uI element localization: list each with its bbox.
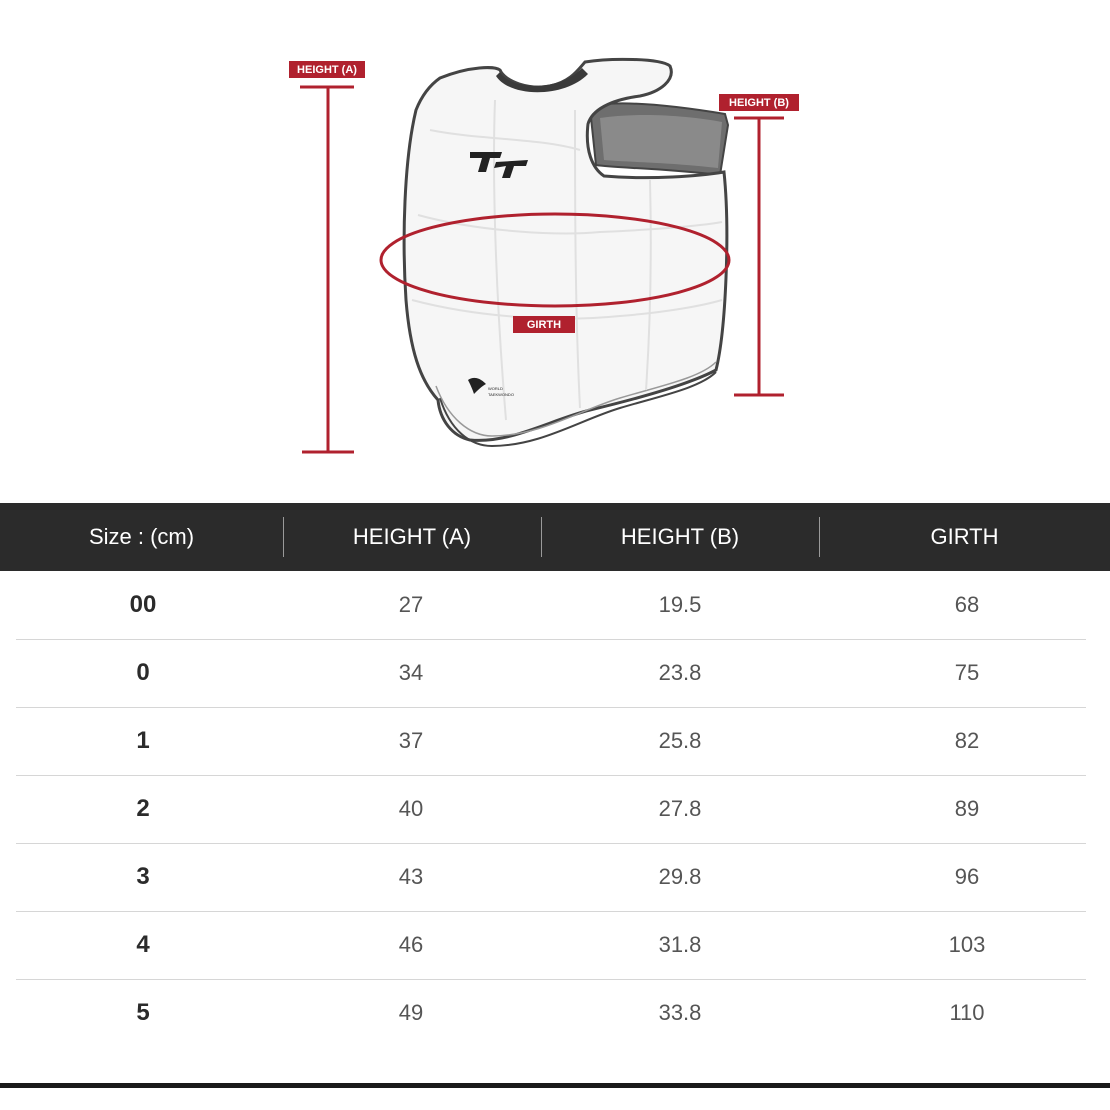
height-a-cell: 46 xyxy=(398,932,424,957)
header-girth: GIRTH xyxy=(819,503,1110,571)
height-b-label: HEIGHT (B) xyxy=(729,97,789,109)
height-b-cell: 19.5 xyxy=(658,592,702,617)
height-b-cell: 23.8 xyxy=(658,660,702,685)
height-a-label: HEIGHT (A) xyxy=(297,64,357,76)
height-a-cell: 49 xyxy=(398,1000,424,1025)
height-b-cell: 33.8 xyxy=(658,1000,702,1025)
table-row xyxy=(0,571,1110,639)
table-row xyxy=(0,843,1110,911)
table-row xyxy=(0,707,1110,775)
height-a-cell: 43 xyxy=(398,864,424,889)
height-b-cell: 31.8 xyxy=(658,932,702,957)
height-b-cell: 27.8 xyxy=(658,796,702,821)
girth-cell: 68 xyxy=(954,592,980,617)
size-cell: 4 xyxy=(136,931,150,958)
table-row xyxy=(0,775,1110,843)
height-a-cell: 34 xyxy=(398,660,424,685)
size-cell: 2 xyxy=(136,795,150,822)
svg-text:WORLD: WORLD xyxy=(488,386,503,391)
svg-text:TAEKWONDO: TAEKWONDO xyxy=(488,392,514,397)
girth-cell: 82 xyxy=(954,728,980,753)
size-cell: 3 xyxy=(136,863,150,890)
girth-label: GIRTH xyxy=(526,319,562,331)
girth-cell: 89 xyxy=(954,796,980,821)
height-b-cell: 25.8 xyxy=(658,728,702,753)
height-a-measure xyxy=(289,61,365,452)
height-b-measure xyxy=(719,94,799,395)
height-b-cell: 29.8 xyxy=(658,864,702,889)
size-cell: 0 xyxy=(136,659,150,686)
header-height-a: HEIGHT (A) xyxy=(283,503,541,571)
girth-cell: 96 xyxy=(954,864,980,889)
size-cell: 00 xyxy=(129,591,157,618)
chest-guard-diagram xyxy=(0,0,1110,500)
height-a-cell: 27 xyxy=(398,592,424,617)
girth-cell: 110 xyxy=(949,1000,985,1025)
height-a-cell: 37 xyxy=(398,728,424,753)
size-chart-table xyxy=(0,503,1110,1047)
table-body xyxy=(0,571,1110,1047)
girth-cell: 103 xyxy=(948,932,986,957)
bottom-divider xyxy=(0,1083,1110,1088)
header-size: Size : (cm) xyxy=(88,524,195,549)
height-a-cell: 40 xyxy=(398,796,424,821)
table-row xyxy=(0,979,1110,1047)
size-cell: 1 xyxy=(136,727,150,754)
chest-guard-illustration xyxy=(404,59,728,446)
table-row xyxy=(0,639,1110,707)
size-cell: 5 xyxy=(136,999,150,1026)
table-header xyxy=(0,503,1110,571)
header-height-b: HEIGHT (B) xyxy=(541,503,819,571)
table-row xyxy=(0,911,1110,979)
girth-cell: 75 xyxy=(954,660,980,685)
